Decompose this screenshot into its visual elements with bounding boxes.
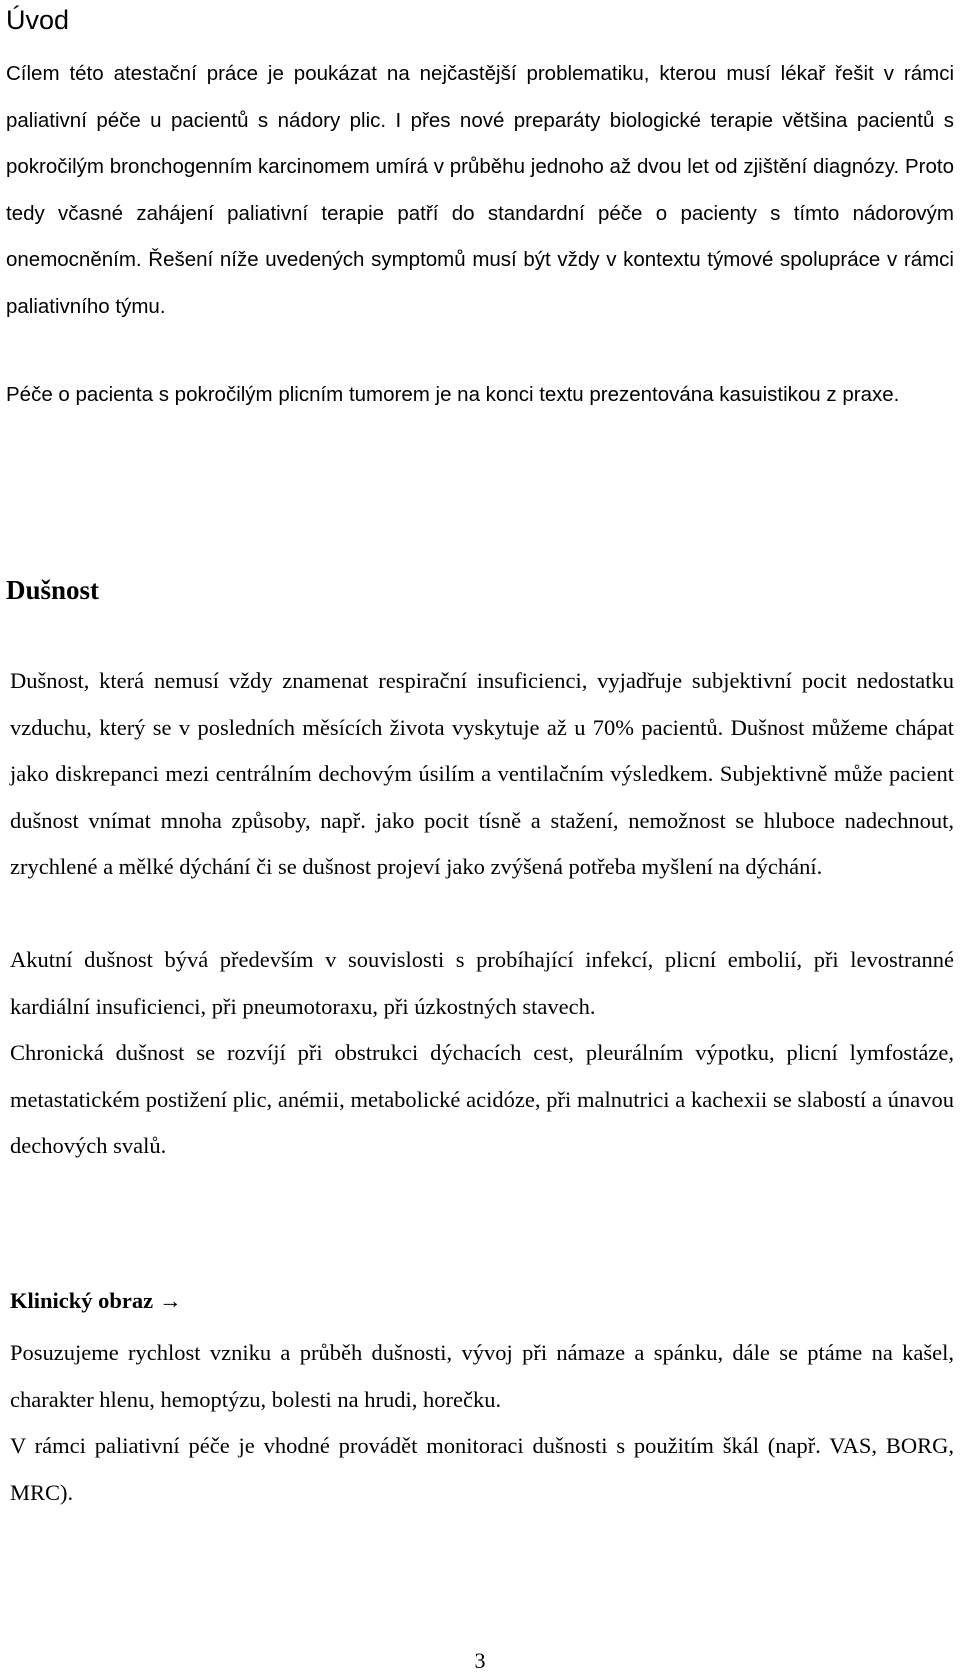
- right-arrow-icon: →: [159, 1288, 182, 1313]
- section-heading-klinicky-obraz: [10, 1286, 182, 1316]
- intro-paragraph-1: Cílem této atestační práce je poukázat na nejčastější problematiku, kterou musí lékař řešit v rámci paliativní péče u pacientů s nádory plic. I přes nové preparáty biologické terapie většina pacientů s pokročilým bronchogenním karcinomem umírá v průběhu jednoho až dvou let od zjištění diagnózy. Proto tedy včasné zahájení paliativní terapie patří do standardní péče o pacienty s tímto nádorovým onemocněním. Řešení níže uvedených symptomů musí být vždy v kontextu týmové spolupráce v rámci paliativního týmu.: [6, 62, 954, 318]
- section-heading-uvod: Úvod: [6, 5, 70, 35]
- klinicky-paragraph-2: V rámci paliativní péče je vhodné provádět monitoraci dušnosti s použitím škál (např. VAS, BORG, MRC).: [10, 1433, 954, 1505]
- heading-text: Klinický obraz: [10, 1288, 154, 1313]
- intro-paragraph-2: Péče o pacienta s pokročilým plicním tumorem je na konci textu prezentována kasuistikou z praxe.: [6, 383, 900, 406]
- dusnost-paragraph-2: Akutní dušnost bývá především v souvislosti s probíhající infekcí, plicní embolií, při levostranné kardiální insuficienci, při pneumotoraxu, při úzkostných stavech.: [10, 947, 954, 1019]
- dusnost-paragraph-1: Dušnost, která nemusí vždy znamenat respirační insuficienci, vyjadřuje subjektivní pocit nedostatku vzduchu, který se v posledních měsících života vyskytuje až u 70% pacientů. Dušnost můžeme chápat jako diskrepanci mezi centrálním dechovým úsilím a ventilačním výsledkem. Subjektivně může pacient dušnost vnímat mnoha způsoby, např. jako pocit tísně a stažení, nemožnost se hluboce nadechnout, zrychlené a mělké dýchání či se dušnost projeví jako zvýšená potřeba myšlení na dýchání.: [10, 668, 954, 879]
- page-number: 3: [474, 1648, 486, 1673]
- klinicky-paragraph-1: Posuzujeme rychlost vzniku a průběh dušnosti, vývoj při námaze a spánku, dále se ptáme na kašel, charakter hlenu, hemoptýzu, bolesti na hrudi, horečku.: [10, 1340, 954, 1412]
- dusnost-paragraph-3: Chronická dušnost se rozvíjí při obstrukci dýchacích cest, pleurálním výpotku, plicní lymfostáze, metastatickém postižení plic, anémii, metabolické acidóze, při malnutrici a kachexii se slabostí a únavou dechových svalů.: [10, 1040, 954, 1158]
- section-heading-dusnost: Dušnost: [6, 575, 100, 605]
